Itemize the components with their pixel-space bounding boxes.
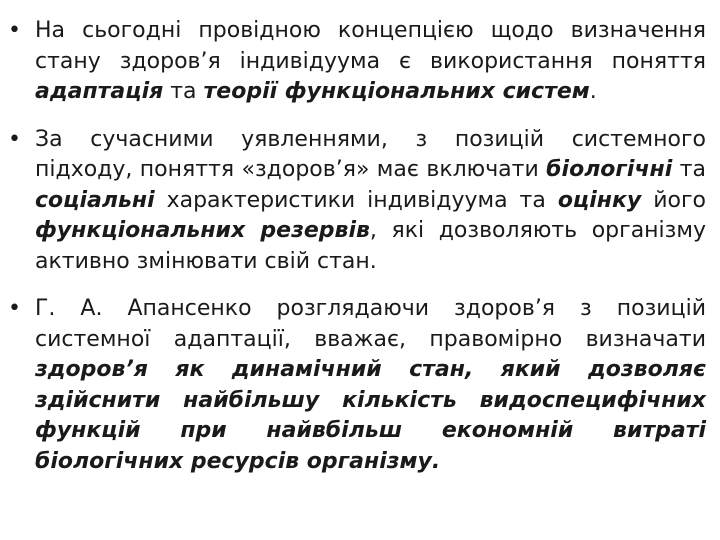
bullet-list	[8, 16, 706, 477]
text-run: характеристики індивідуума та	[154, 187, 558, 213]
text-run: та	[163, 79, 204, 104]
emphasis-term: функціональних резервів	[35, 218, 370, 243]
bullet-item-system-approach	[8, 125, 706, 278]
bullet-item-adaptation-concept	[8, 16, 706, 108]
text-run: За сучасними уявленнями, з позицій системного підходу, поняття «здоров’я» має включати	[35, 126, 706, 182]
text-run: та	[672, 157, 706, 182]
bullet-dot-icon: •	[8, 296, 21, 321]
text-run: його	[641, 187, 706, 213]
emphasis-term: соціальні	[35, 187, 155, 213]
bullet-text	[35, 296, 706, 474]
bullet-dot-icon: •	[8, 126, 21, 152]
text-run: , які дозволяють організму активно змінювати свій стан.	[35, 218, 706, 274]
bullet-text	[35, 18, 706, 104]
emphasis-term: адаптація	[35, 79, 164, 104]
bullet-dot-icon: •	[8, 18, 21, 43]
text-run: Г. А. Апансенко розглядаючи здоров’я з позицій системної адаптації, вважає, правомірно визначати	[35, 296, 706, 352]
emphasis-definition: здоров’я як динамічний стан, який дозволяє здійснити найбільшу кількість видоспецифічних функцій при найвбільш економній витраті біологічних ресурсів організму.	[35, 357, 706, 474]
bullet-text	[35, 127, 706, 274]
emphasis-term: теорії функціональних систем	[203, 79, 590, 104]
text-run: .	[589, 79, 597, 104]
bullet-item-apanasenko-definition	[8, 294, 706, 477]
text-run: На сьогодні провідною концепцією щодо визначення стану здоров’я індивідуума є використання поняття	[35, 18, 706, 74]
emphasis-term: оцінку	[557, 187, 642, 213]
emphasis-term: біологічні	[546, 157, 673, 182]
